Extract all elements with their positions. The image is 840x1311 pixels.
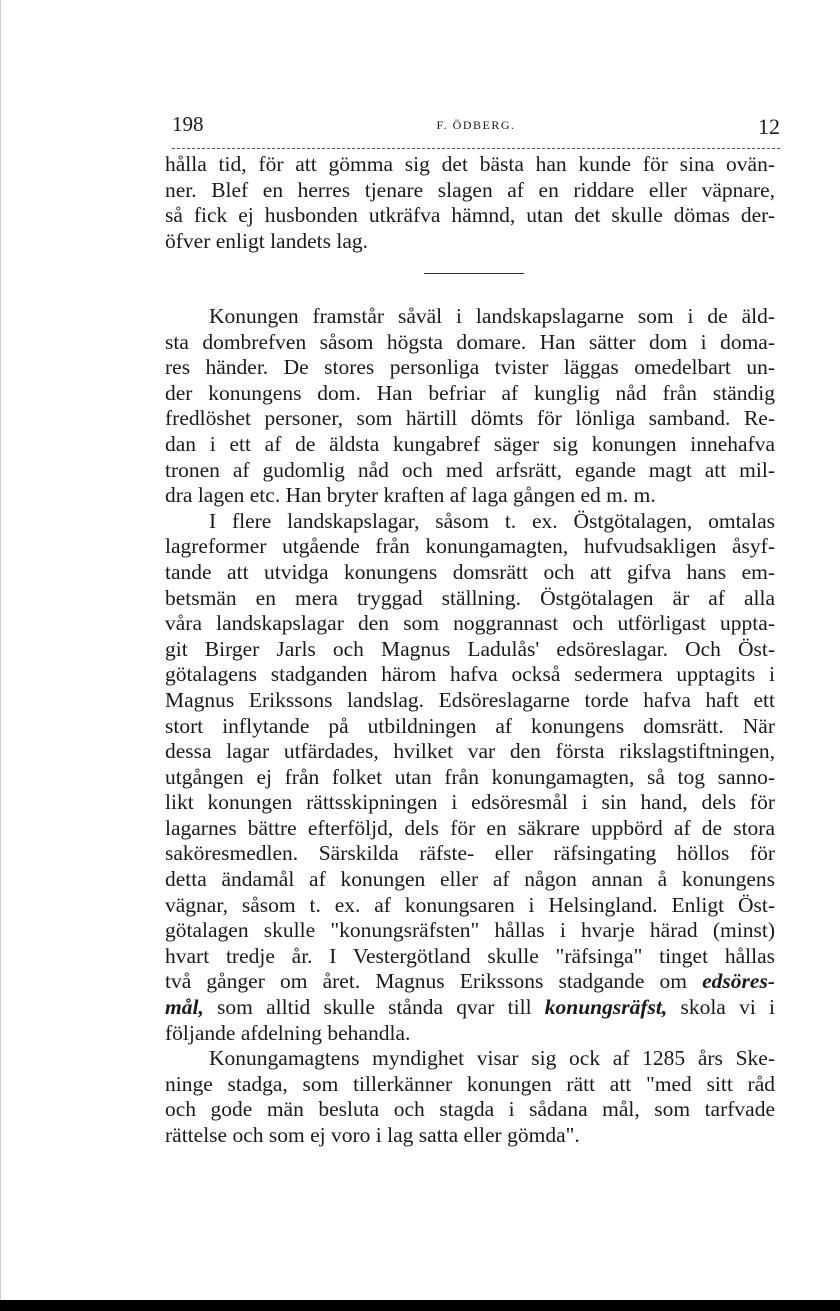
text-line: så fick ej husbonden utkräfva hämnd, utan det skulle dömas der- bbox=[165, 203, 775, 228]
text-line: dessa lagar utfärdades, hvilket var den första rikslagstiftningen, bbox=[165, 739, 775, 764]
text-line: öfver enligt landets lag. bbox=[165, 228, 368, 253]
text-line: detta ändamål af konungen eller af någon annan å konungens bbox=[165, 867, 775, 892]
page-header bbox=[172, 112, 780, 144]
text-line: Konungamagtens myndighet visar sig ock af 1285 års Ske- bbox=[209, 1046, 775, 1071]
text-line: vägnar, såsom t. ex. af konungsaren i Helsingland. Enligt Öst- bbox=[165, 892, 775, 917]
text-line bbox=[165, 969, 775, 995]
text-line: hvart tredje år. I Vestergötland skulle "räfsinga" tinget hållas bbox=[165, 943, 775, 968]
page-edge bbox=[0, 0, 1, 1300]
text-segment: som alltid skulle stånda qvar till bbox=[203, 995, 545, 1020]
text-line: lagarnes bättre efterföljd, dels för en säkrare uppbörd af de stora bbox=[165, 815, 775, 840]
text-line: Magnus Erikssons landslag. Edsöreslagarne torde hafva haft ett bbox=[165, 687, 775, 712]
text-line: dan i ett af de äldsta kungabref säger sig konungen innehafva bbox=[165, 431, 775, 456]
text-line: git Birger Jarls och Magnus Ladulås' edsöreslagar. Och Öst- bbox=[165, 636, 775, 661]
running-head: F. ÖDBERG. bbox=[436, 118, 516, 132]
text-line: rättelse och som ej voro i lag satta eller gömda". bbox=[165, 1123, 580, 1147]
scan-border bbox=[0, 1300, 840, 1311]
text-line: våra landskapslagar den som noggrannast och utförligast uppta- bbox=[165, 611, 775, 636]
text-line: götalagens stadganden härom hafva också sedermera upptagits i bbox=[165, 662, 775, 687]
italic-term: edsöres- bbox=[702, 969, 775, 994]
signature-mark: 12 bbox=[758, 114, 780, 139]
body-text bbox=[165, 304, 775, 1149]
paragraph-continuation bbox=[165, 152, 775, 254]
text-line: lagreformer utgående från konungamagten, hufvudsakligen åsyf- bbox=[165, 534, 775, 559]
text-line: I flere landskapslagar, såsom t. ex. Östgötalagen, omtalas bbox=[209, 508, 775, 533]
text-line: ner. Blef en herres tjenare slagen af en riddare eller väpnare, bbox=[165, 177, 775, 202]
text-line: dra lagen etc. Han bryter kraften af laga gången ed m. m. bbox=[165, 483, 656, 508]
text-segment: skola vi i bbox=[667, 995, 775, 1020]
text-line: götalagen skulle "konungsräfsten" hållas i hvarje härad (minst) bbox=[165, 918, 775, 943]
text-line: fredlöshet personer, som härtill dömts för lönliga samband. Re- bbox=[165, 406, 775, 431]
text-line: ninge stadga, som tillerkänner konungen rätt att "med sitt råd bbox=[165, 1071, 775, 1096]
text-segment: två gånger om året. Magnus Erikssons stadgande om bbox=[165, 969, 688, 994]
page-number: 198 bbox=[172, 112, 204, 136]
text-line: saköresmedlen. Särskilda räfste- eller räfsingating höllos för bbox=[165, 841, 775, 866]
text-line: sta dombrefven såsom högsta domare. Han sätter dom i doma- bbox=[165, 329, 775, 354]
italic-term: mål, bbox=[165, 995, 204, 1020]
text-line bbox=[165, 995, 775, 1021]
text-line: och gode män besluta och stagda i sådana mål, som tarfvade bbox=[165, 1097, 775, 1122]
text-line: likt konungen rättsskipningen i edsöresmål i sin hand, dels för bbox=[165, 790, 775, 815]
header-rule bbox=[172, 148, 780, 149]
text-line: tande att utvidga konungens domsrätt och att gifva hans em- bbox=[165, 559, 775, 584]
text-line: stort inflytande på utbildningen af konungens domsrätt. När bbox=[165, 713, 775, 738]
section-separator bbox=[424, 273, 524, 274]
text-line: hålla tid, för att gömma sig det bästa han kunde för sina ovän- bbox=[165, 152, 775, 176]
text-line: Konungen framstår såväl i landskapslagarne som i de äld- bbox=[209, 304, 775, 328]
text-line: följande afdelning behandla. bbox=[165, 1020, 411, 1045]
text-line: tronen af gudomlig nåd och med arfsrätt, egande magt att mil- bbox=[165, 457, 775, 482]
text-line: der konungens dom. Han befriar af kunglig nåd från ständig bbox=[165, 380, 775, 405]
text-line: betsmän en mera tryggad ställning. Östgötalagen är af alla bbox=[165, 585, 775, 610]
text-line: res händer. De stores personliga tvister läggas omedelbart un- bbox=[165, 355, 775, 380]
text-line: utgången ej från folket utan från konungamagten, så tog sanno- bbox=[165, 764, 775, 789]
italic-term: konungsräfst, bbox=[544, 995, 668, 1020]
